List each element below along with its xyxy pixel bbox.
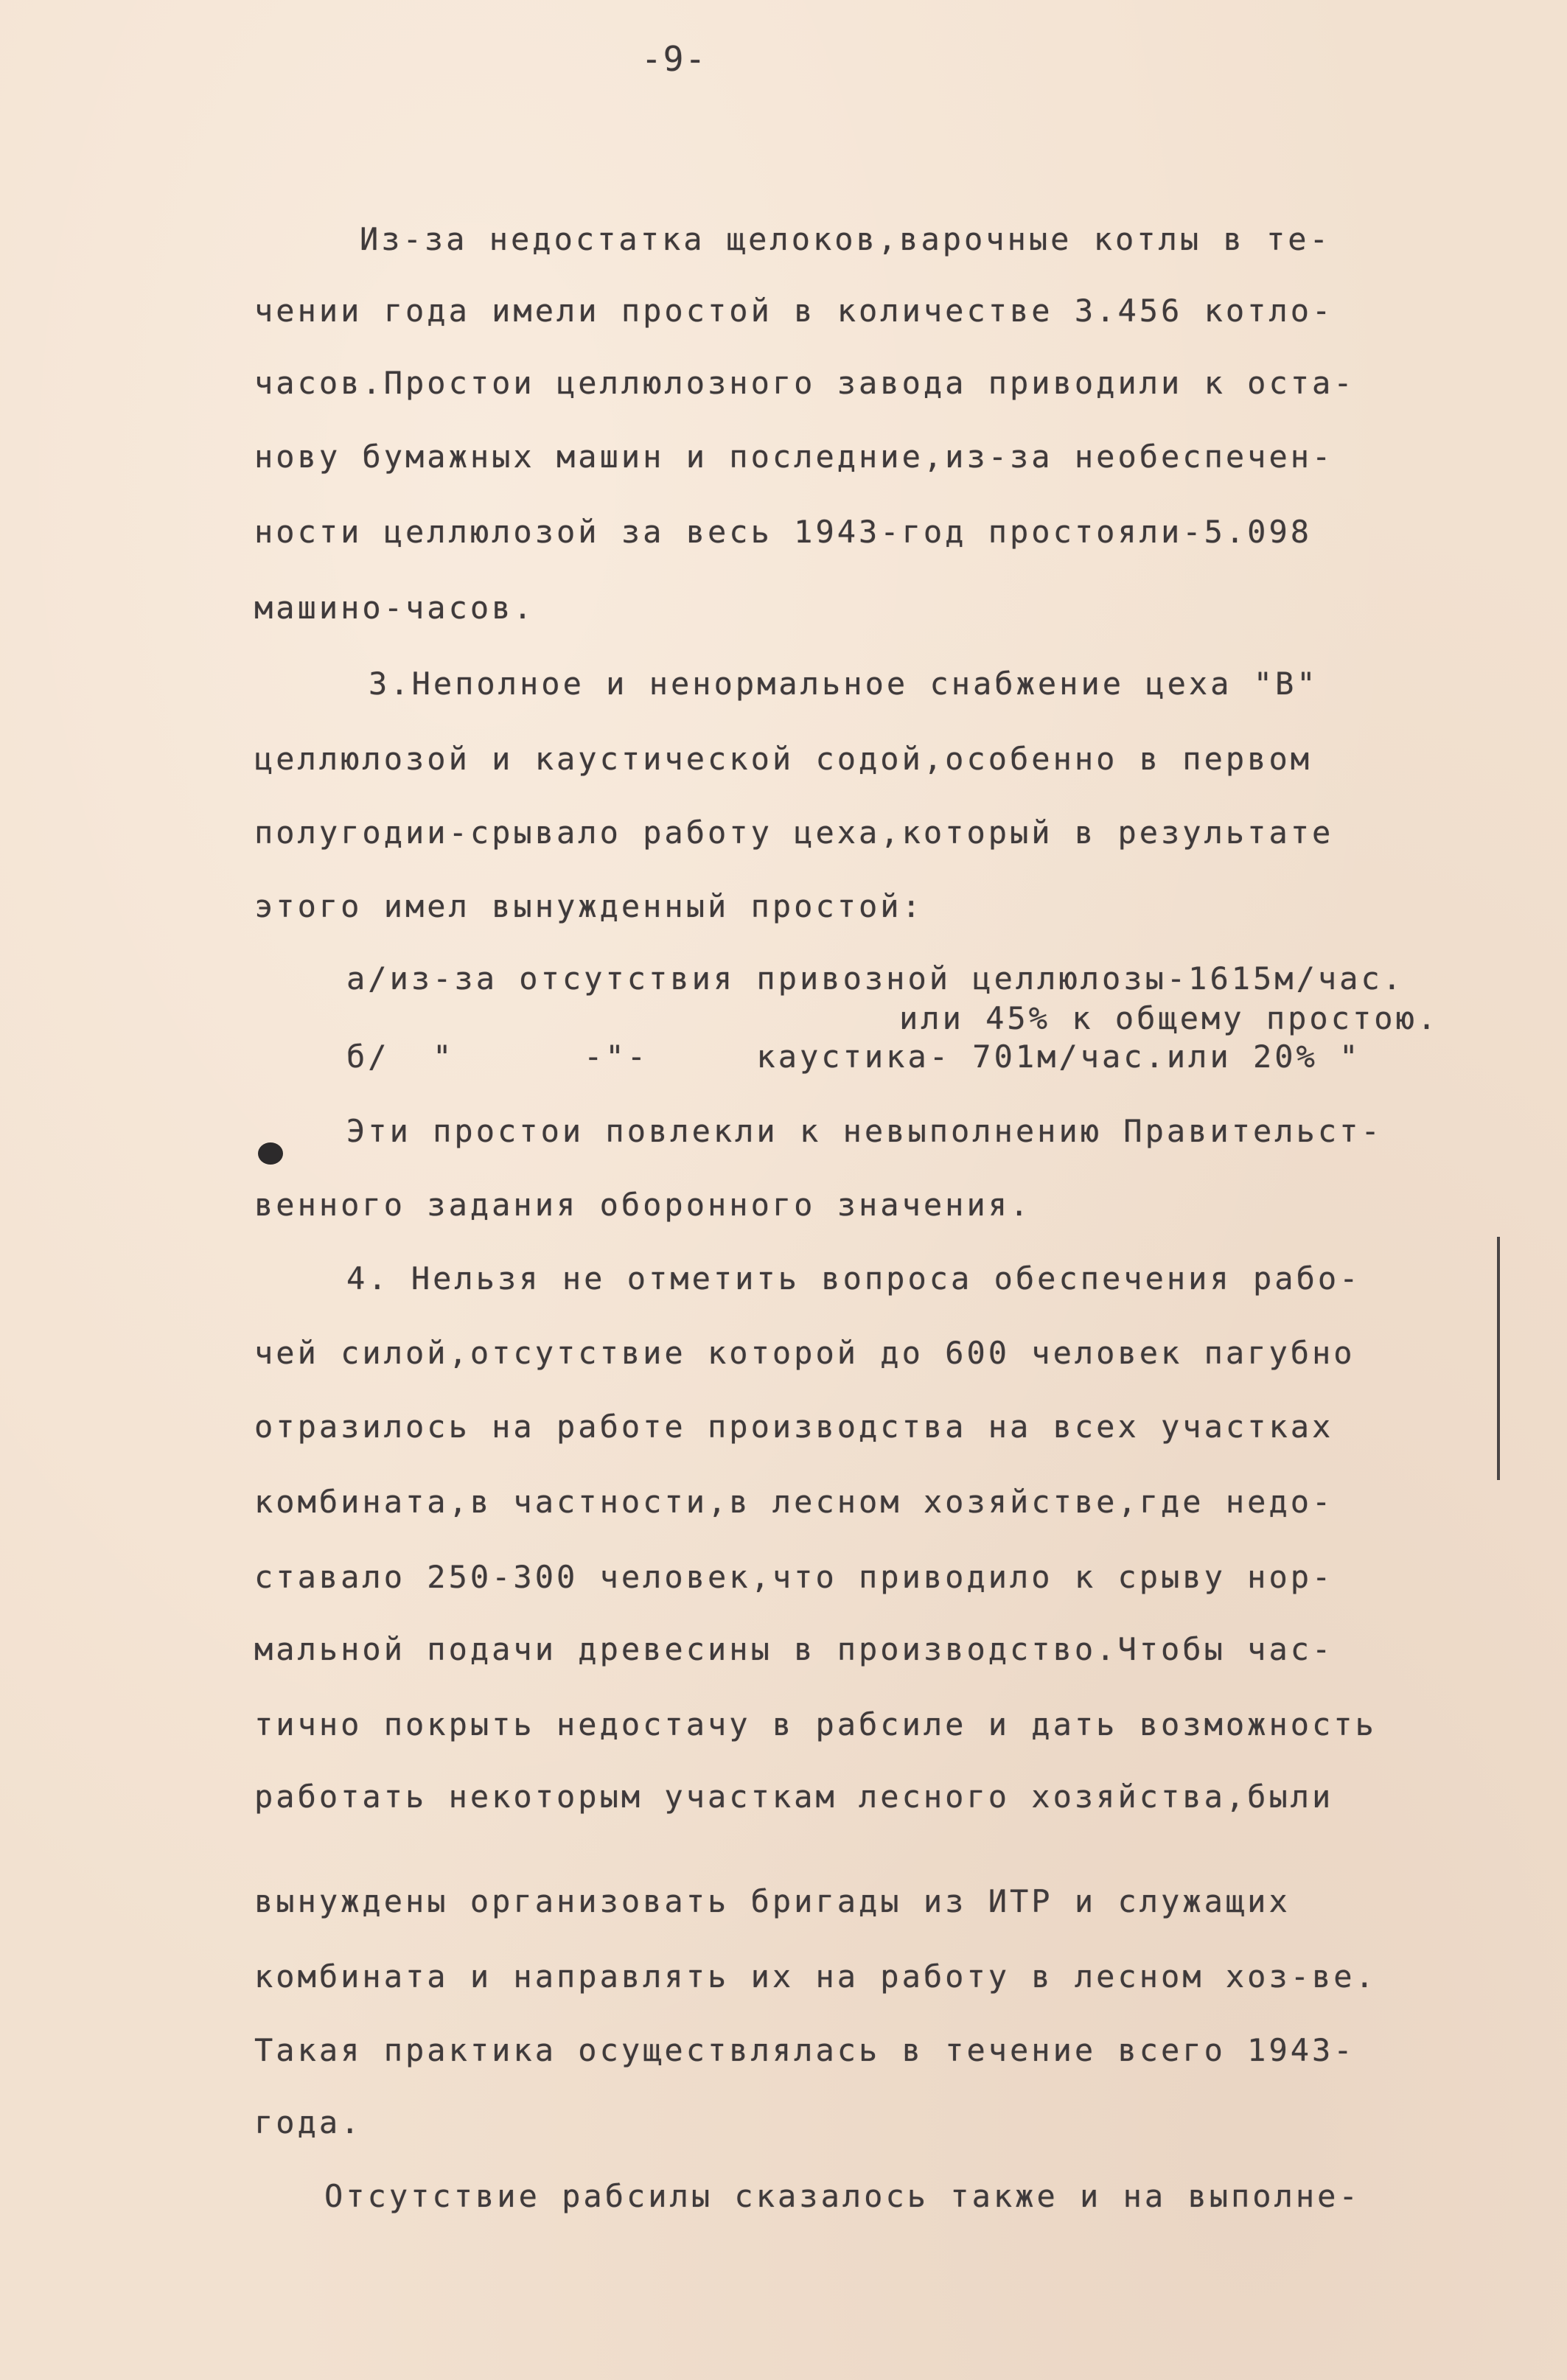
text-line-26: Такая практика осуществлялась в течение всего 1943- <box>254 2032 1355 2068</box>
ink-blot <box>258 1142 283 1165</box>
text-line-20: ставало 250-300 человек,что приводило к срыву нор- <box>254 1559 1334 1595</box>
text-line-7: 3.Неполное и ненормальное снабжение цеха "В" <box>369 666 1319 702</box>
text-line-8: целлюлозой и каустической содой,особенно в первом <box>254 741 1313 777</box>
text-line-21: мальной подачи древесины в производство.Чтобы час- <box>254 1631 1334 1667</box>
text-line-1: Из-за недостатка щелоков,варочные котлы в те- <box>360 221 1331 257</box>
text-line-10: этого имел вынужденный простой: <box>254 888 924 924</box>
text-line-18: отразилось на работе производства на всех участках <box>254 1409 1334 1445</box>
text-line-28: Отсутствие рабсилы сказалось также и на выполне- <box>324 2178 1361 2214</box>
text-line-16: 4. Нельзя не отметить вопроса обеспечения рабо- <box>346 1260 1361 1297</box>
list-item-a: а/из-за отсутствия привозной целлюлозы-1615м/час. <box>346 960 1405 997</box>
text-line-6: машино-часов. <box>254 590 535 626</box>
text-line-19: комбината,в частности,в лесном хозяйстве,где недо- <box>254 1484 1334 1520</box>
list-item-b: б/ " -"- каустика- 701м/час.или 20% " <box>346 1039 1361 1075</box>
text-line-5: ности целлюлозой за весь 1943-год простояли-5.098 <box>254 514 1313 550</box>
text-line-27: года. <box>254 2104 363 2140</box>
text-line-4: нову бумажных машин и последние,из-за необеспечен- <box>254 439 1334 475</box>
list-item-a-cont: или 45% к общему простою. <box>899 1000 1439 1036</box>
text-line-23: работать некоторым участкам лесного хозяйства,были <box>254 1779 1334 1815</box>
text-line-22: тично покрыть недостачу в рабсиле и дать возможность <box>254 1706 1377 1742</box>
page-number: -9- <box>641 39 708 79</box>
margin-mark <box>1497 1237 1500 1480</box>
text-line-25: комбината и направлять их на работу в лесном хоз-ве. <box>254 1958 1377 1995</box>
text-line-3: часов.Простои целлюлозного завода приводили к оста- <box>254 365 1355 401</box>
text-line-14: Эти простои повлекли к невыполнению Правительст- <box>346 1113 1383 1149</box>
text-line-15: венного задания оборонного значения. <box>254 1187 1032 1223</box>
text-line-17: чей силой,отсутствие которой до 600 человек пагубно <box>254 1335 1355 1371</box>
text-line-9: полугодии-срывало работу цеха,который в результате <box>254 814 1334 851</box>
text-line-2: чении года имели простой в количестве 3.456 котло- <box>254 293 1334 329</box>
text-line-24: вынуждены организовать бригады из ИТР и служащих <box>254 1883 1291 1919</box>
